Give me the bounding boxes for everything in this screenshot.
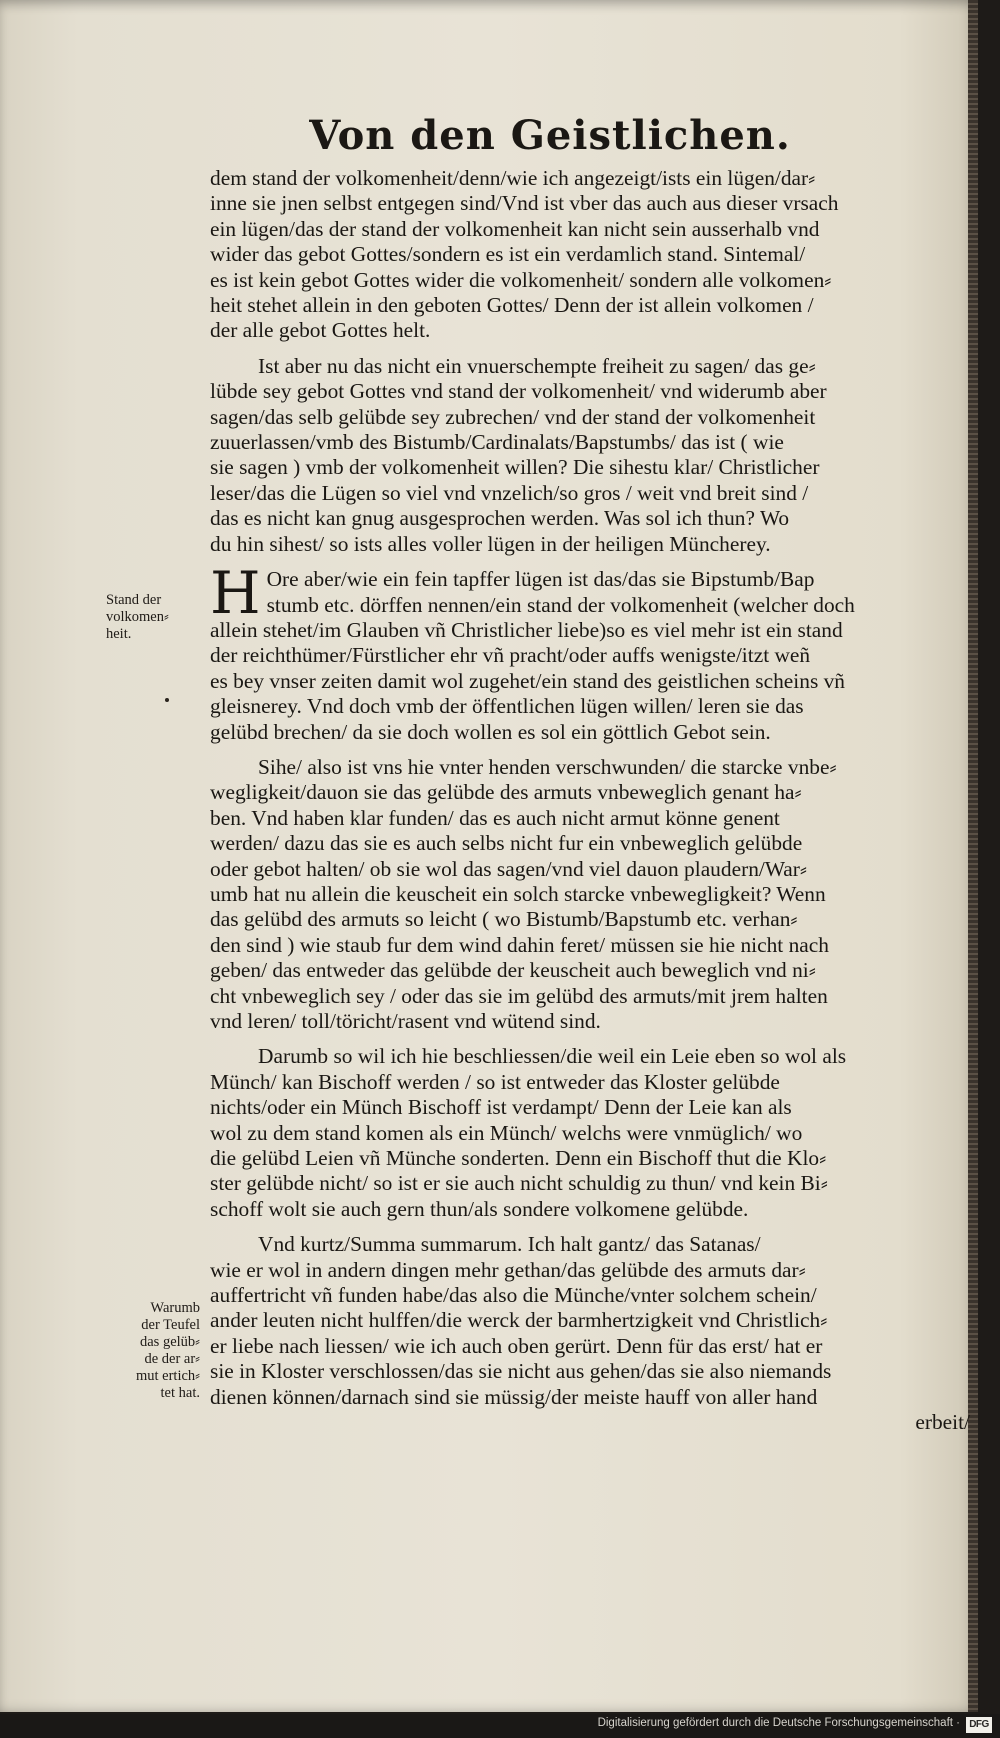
text-line: der alle gebot Gottes helt. xyxy=(210,318,431,343)
text-line: stumb etc. dörffen nennen/ein stand der volkomenheit (welcher doch xyxy=(266,592,855,617)
text-line: auffertricht vñ funden habe/das also die Münche/vnter solchem schein/ xyxy=(210,1283,817,1308)
marginal-line: tet hat. xyxy=(160,1385,200,1401)
text-line: dem stand der volkomenheit/denn/wie ich angezeigt/ists ein lügen/dar⸗ xyxy=(210,166,816,190)
footer-bar xyxy=(0,1714,1000,1738)
text-line: zuuerlassen/vmb des Bistumb/Cardinalats/Bapstumbs/ das ist ( wie xyxy=(210,430,784,455)
marginal-line: mut ertich⸗ xyxy=(135,1368,200,1384)
text-line: die gelübd Leien vñ Münche sonderten. Denn ein Bischoff thut die Klo⸗ xyxy=(210,1146,827,1171)
paragraph-3 xyxy=(210,559,970,745)
text-line: Vnd kurtz/Summa summarum. Ich halt gantz/ das Satanas/ xyxy=(258,1232,761,1257)
text-line: Ore aber/wie ein fein tapffer lügen ist das/das sie Bipstumb/Bap xyxy=(266,567,815,592)
text-line: es bey vnser zeiten damit wol zugehet/ein stand des geistlichen scheins vñ xyxy=(210,668,846,693)
paragraph-5 xyxy=(210,1044,970,1222)
text-line: du hin sihest/ so ists alles voller lügen in der heiligen Müncherey. xyxy=(210,531,771,556)
text-line: Münch/ kan Bischoff werden / so ist entweder das Kloster gelübde xyxy=(210,1069,780,1094)
text-line: nichts/oder ein Münch Bischoff ist verdampt/ Denn der Leie kan als xyxy=(210,1095,792,1120)
text-line: leser/das die Lügen so viel vnd vnzelich/so gros / weit vnd breit sind / xyxy=(210,480,809,505)
marginal-line: der Teufel xyxy=(141,1317,200,1333)
text-line: wie er wol in andern dingen mehr gethan/das gelübde des armuts dar⸗ xyxy=(210,1257,806,1282)
paragraph-6 xyxy=(210,1232,970,1435)
marginal-line: das gelüb⸗ xyxy=(140,1334,200,1350)
marginal-line: volkomen⸗ xyxy=(106,609,169,625)
paragraph-4 xyxy=(210,755,970,1034)
text-line: gelübd brechen/ da sie doch wollen es sol ein göttlich Gebot sein. xyxy=(210,719,771,744)
text-line: vnd leren/ toll/töricht/rasent vnd wütend sind. xyxy=(210,1009,601,1033)
text-line: ster gelübde nicht/ so ist er sie auch nicht schuldig zu thun/ vnd kein Bi⸗ xyxy=(210,1171,828,1196)
text-line: das gelübd des armuts so leicht ( wo Bistumb/Bapstumb etc. verhan⸗ xyxy=(210,907,798,932)
text-line: geben/ das entweder das gelübde der keuscheit auch beweglich vnd ni⸗ xyxy=(210,958,816,983)
paragraph-2 xyxy=(210,354,970,557)
text-line: er liebe nach liessen/ wie ich auch oben gerürt. Denn für das erst/ hat er xyxy=(210,1333,823,1358)
text-line: werden/ dazu das sie es auch selbs nicht fur ein vnbeweglich gelübde xyxy=(210,831,803,856)
paragraph-1 xyxy=(210,166,970,344)
text-line: wegligkeit/dauon sie das gelübde des armuts vnbeweglich genant ha⸗ xyxy=(210,780,802,805)
marginal-line: Warumb xyxy=(150,1300,200,1316)
ink-dot xyxy=(165,698,169,702)
text-line: lübde sey gebot Gottes vnd stand der volkomenheit/ vnd widerumb aber xyxy=(210,379,827,404)
text-line: Ist aber nu das nicht ein vnuerschempte freiheit zu sagen/ das ge⸗ xyxy=(258,353,816,378)
main-text xyxy=(210,166,970,1446)
drop-capital: H xyxy=(210,559,261,628)
text-line: umb hat nu allein die keuscheit ein solch starcke vnbewegligkeit? Wenn xyxy=(210,881,826,906)
text-line: heit stehet allein in den geboten Gottes/ Denn der ist allein volkomen / xyxy=(210,293,814,318)
funding-credit: Digitalisierung gefördert durch die Deutsche Forschungsgemeinschaft · xyxy=(597,1717,960,1729)
marginal-line: Stand der xyxy=(106,592,162,608)
text-line: Darumb so wil ich hie beschliessen/die weil ein Leie eben so wol als xyxy=(258,1044,847,1069)
text-line: cht vnbeweglich sey / oder das sie im gelübd des armuts/mit jrem halten xyxy=(210,983,828,1008)
text-line: den sind ) wie staub fur dem wind dahin feret/ müssen sie hie nicht nach xyxy=(210,932,829,957)
text-line: sagen/das selb gelübde sey zubrechen/ vnd der stand der volkomenheit xyxy=(210,404,816,429)
text-line: wol zu dem stand komen als ein Münch/ welchs were vnmüglich/ wo xyxy=(210,1120,803,1145)
text-line: sie sagen ) vmb der volkomenheit willen? Die sihestu klar/ Christlicher xyxy=(210,455,820,480)
text-line: das es nicht kan gnug ausgesprochen werden. Was sol ich thun? Wo xyxy=(210,506,790,531)
text-line: ben. Vnd haben klar funden/ das es auch nicht armut könne genent xyxy=(210,805,780,830)
text-line: oder gebot halten/ ob sie wol das sagen/vnd viel dauon plaudern/War⸗ xyxy=(210,856,808,881)
text-line: Sihe/ also ist vns hie vnter henden verschwunden/ die starcke vnbe⸗ xyxy=(258,754,837,779)
text-line: ein lügen/das der stand der volkomenheit kan nicht sein ausserhalb vnd xyxy=(210,216,820,241)
text-line: gleisnerey. Vnd doch vmb der öffentlichen lügen willen/ leren sie das xyxy=(210,694,804,719)
marginal-note-teufel xyxy=(104,1300,200,1402)
text-line: wider das gebot Gottes/sondern es ist ein verdamlich stand. Sintemal/ xyxy=(210,242,806,267)
text-line: allein stehet/im Glauben vñ Christlicher liebe)so es viel mehr ist ein stand xyxy=(210,617,843,642)
catchword: erbeit/ xyxy=(915,1410,970,1435)
marginal-note-stand xyxy=(106,592,202,643)
marginal-line: de der ar⸗ xyxy=(144,1351,200,1367)
text-line: sie in Kloster verschlossen/das sie nicht aus gehen/das sie also niemands xyxy=(210,1359,832,1384)
text-line: der reichthümer/Fürstlicher ehr vñ pracht/oder auffs wenigste/itzt weñ xyxy=(210,643,811,668)
text-line: dienen können/darnach sind sie müssig/der meiste hauff von aller hand xyxy=(210,1384,818,1409)
text-line: inne sie jnen selbst entgegen sind/Vnd ist vber das auch aus dieser vrsach xyxy=(210,191,839,216)
text-line: es ist kein gebot Gottes wider die volkomenheit/ sondern alle volkomen⸗ xyxy=(210,267,832,292)
marginal-line: heit. xyxy=(106,626,132,642)
text-line: ander leuten nicht hulffen/die werck der barmhertzigkeit vnd Christlich⸗ xyxy=(210,1308,828,1333)
text-line: schoff wolt sie auch gern thun/als sondere volkomene gelübde. xyxy=(210,1196,749,1221)
running-head: Von den Geistlichen. xyxy=(309,112,791,159)
dfg-logo: DFG xyxy=(966,1717,992,1733)
